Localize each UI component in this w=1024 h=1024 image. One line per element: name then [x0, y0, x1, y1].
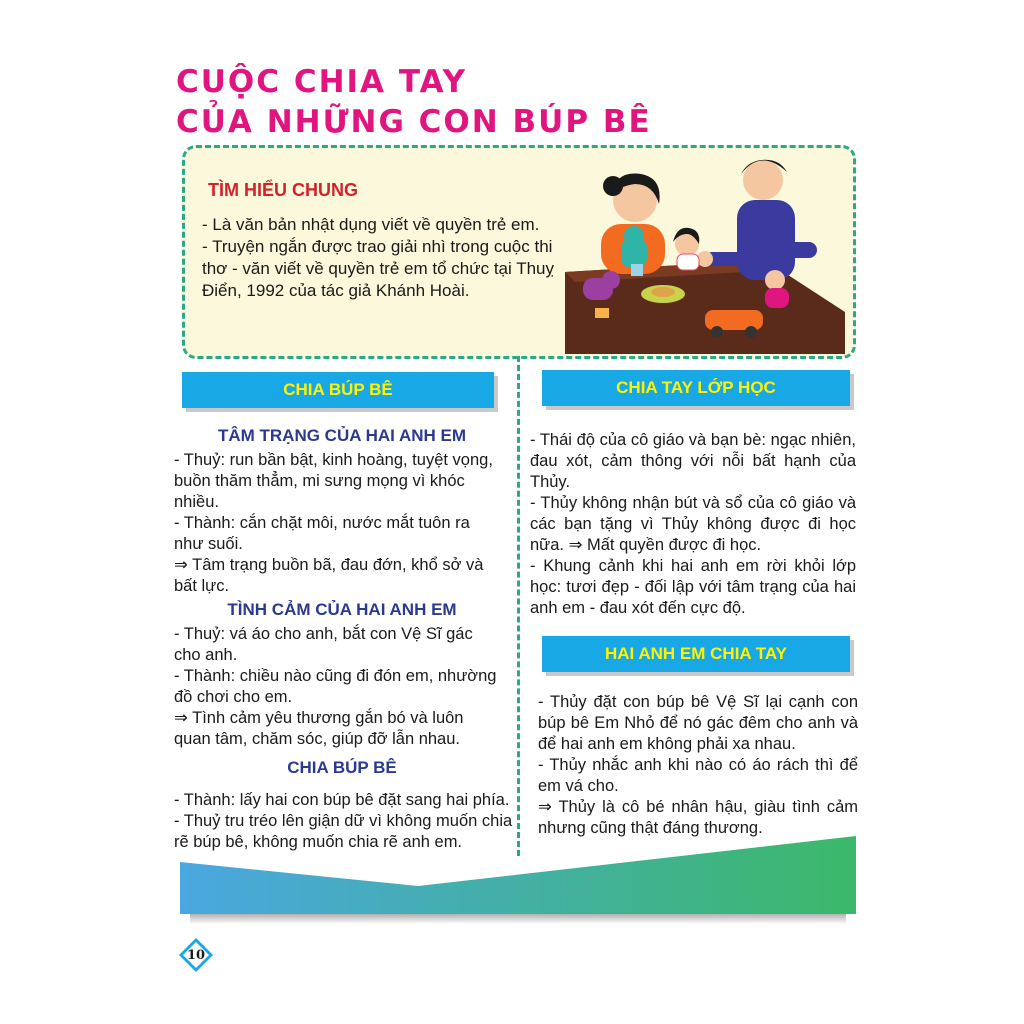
- text-line: - Thủy đặt con búp bê Vệ Sĩ lại cạnh con búp bê Em Nhỏ để nó gác đêm cho anh và để hai anh em không phải xa nhau.: [538, 693, 858, 753]
- paragraph-lop-hoc: [530, 430, 856, 619]
- intro-heading: TÌM HIỂU CHUNG: [208, 180, 358, 200]
- subheading-chia-bup-be: CHIA BÚP BÊ: [287, 758, 397, 777]
- text-line: - Thành: lấy hai con búp bê đặt sang hai phía.: [174, 791, 510, 809]
- text-line: ⇒ Thủy là cô bé nhân hậu, giàu tình cảm nhưng cũng thật đáng thương.: [538, 798, 858, 837]
- banner-hai-anh-em-chia-tay: HAI ANH EM CHIA TAY: [542, 636, 850, 672]
- footer-gradient-band: [180, 836, 856, 926]
- banner-chia-tay-lop-hoc: CHIA TAY LỚP HỌC: [542, 370, 850, 406]
- text-line: - Thành: chiều nào cũng đi đón em, nhường đồ chơi cho em.: [174, 667, 497, 706]
- text-line: - Thái độ của cô giáo và bạn bè: ngạc nhiên, đau xót, cảm thông với nỗi bất hạnh của Thủy.: [530, 431, 856, 491]
- text-line: - Khung cảnh khi hai anh em rời khỏi lớp học: tươi đẹp - đối lập với tâm trạng của hai anh em - đau xót đến cực độ.: [530, 557, 856, 617]
- text-line: - Thủy nhắc anh khi nào có áo rách thì để em vá cho.: [538, 756, 858, 795]
- page-title: [176, 62, 652, 142]
- paragraph-tinh-cam: [174, 624, 500, 750]
- page-title-line2: CỦA NHỮNG CON BÚP BÊ: [176, 104, 652, 140]
- banner-chia-bup-be: CHIA BÚP BÊ: [182, 372, 494, 408]
- text-line: ⇒ Tình cảm yêu thương gắn bó và luôn quan tâm, chăm sóc, giúp đỡ lẫn nhau.: [174, 709, 464, 748]
- text-line: - Thủy không nhận bút và sổ của cô giáo và các bạn tặng vì Thủy không được đi học nữa. ⇒ Mất quyền được đi học.: [530, 494, 856, 554]
- children-playing-dolls-illustration: [565, 152, 845, 354]
- text-line: ⇒ Tâm trạng buồn bã, đau đớn, khổ sở và bất lực.: [174, 556, 484, 595]
- column-divider: [517, 356, 520, 856]
- page-title-line1: CUỘC CHIA TAY: [176, 64, 468, 100]
- paragraph-tam-trang: [174, 450, 500, 597]
- text-line: - Thuỷ tru tréo lên giận dữ vì không muốn chia rẽ búp bê, không muốn chia rẽ anh em.: [174, 812, 513, 851]
- text-line: - Thành: cắn chặt môi, nước mắt tuôn ra như suối.: [174, 514, 470, 553]
- subheading-tinh-cam: TÌNH CẢM CỦA HAI ANH EM: [227, 600, 457, 619]
- page-number: 10: [186, 947, 206, 963]
- text-line: - Thuỷ: run bần bật, kinh hoàng, tuyệt vọng, buồn thăm thẳm, mi sưng mọng vì khóc nhiều.: [174, 451, 493, 511]
- text-line: - Thuỷ: vá áo cho anh, bắt con Vệ Sĩ gác cho anh.: [174, 625, 473, 664]
- intro-line: - Truyện ngắn được trao giải nhì trong cuộc thi thơ - văn viết về quyền trẻ em tổ chức tại Thuỵ Điển, 1992 của tác giả Khánh Hoài.: [202, 237, 554, 300]
- intro-text: [202, 214, 564, 302]
- subheading-tam-trang: TÂM TRẠNG CỦA HAI ANH EM: [217, 426, 467, 445]
- intro-line: - Là văn bản nhật dụng viết về quyền trẻ em.: [202, 215, 540, 234]
- paragraph-chia-tay: [538, 692, 858, 839]
